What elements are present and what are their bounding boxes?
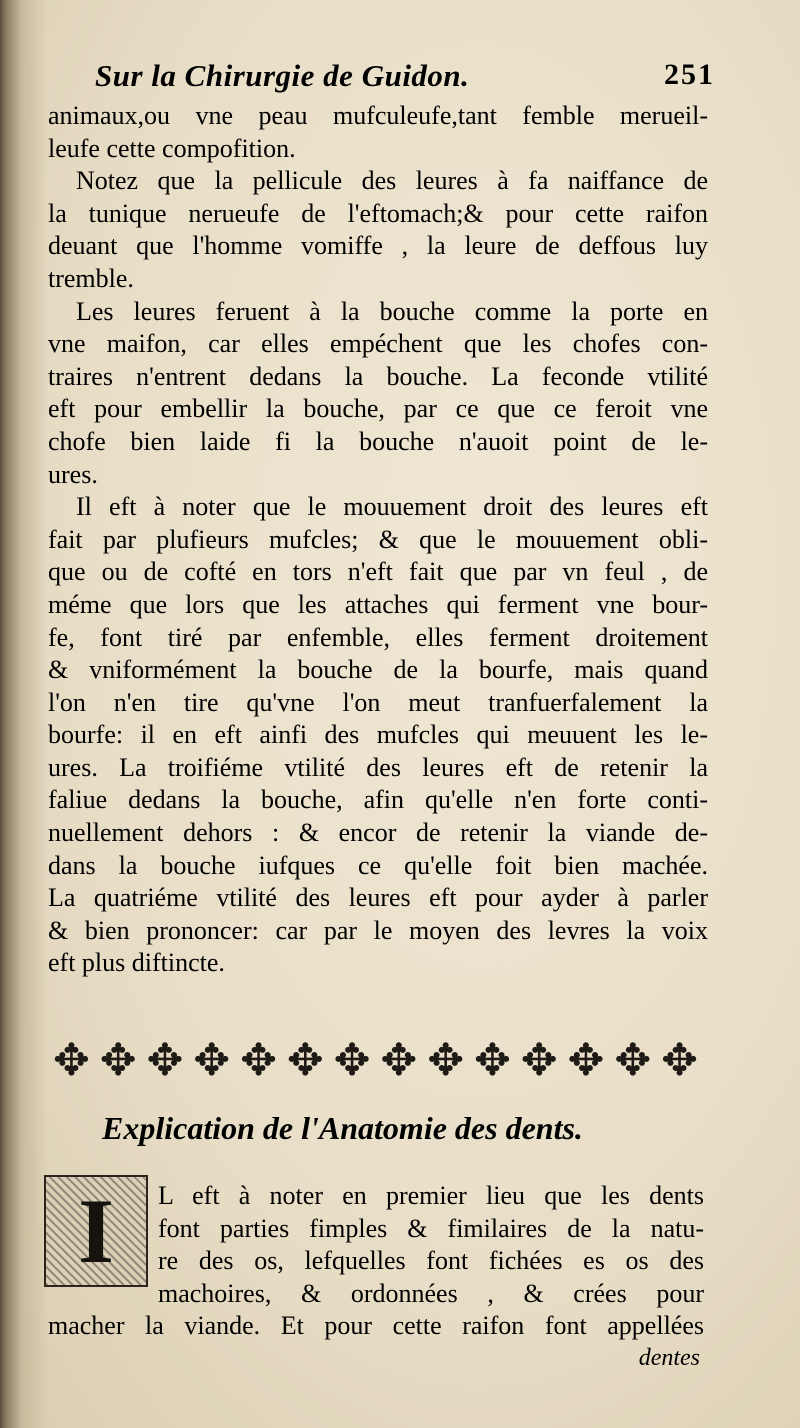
initial-letter: I: [46, 1177, 146, 1285]
decorated-initial: [44, 1175, 148, 1287]
text-line: machoires, & ordonnées , & crées pour: [158, 1278, 704, 1308]
text-line: & bien prononcer: car par le moyen des levres la voix: [48, 915, 708, 945]
fleuron-ornament: ✥: [567, 1035, 605, 1086]
fleuron-ornament: ✥: [99, 1035, 137, 1086]
text-line: que ou de cofté en tors n'eft fait que par vn feul , de: [48, 557, 708, 587]
text-line: vne maifon, car elles empéchent que les chofes con-: [48, 329, 708, 359]
text-line: & vniformément la bouche de la bourfe, mais quand: [48, 655, 708, 685]
text-line: deuant que l'homme vomiffe , la leure de deffous luy: [48, 231, 708, 261]
text-line: font parties fimples & fimilaires de la natu-: [158, 1213, 704, 1243]
text-line: L eft à noter en premier lieu que les dents: [158, 1181, 704, 1210]
fleuron-ornament: ✥: [52, 1035, 90, 1086]
main-text: [48, 100, 708, 980]
text-line: ures.: [48, 459, 98, 489]
running-head: Sur la Chirurgie de Guidon.: [95, 58, 470, 93]
text-line: méme que lors que les attaches qui ferment vne bour-: [48, 589, 708, 619]
text-line: faliue dedans la bouche, afin qu'elle n'en forte conti-: [48, 785, 708, 815]
text-line: tremble.: [48, 263, 134, 293]
catchword: dentes: [638, 1345, 700, 1371]
section-text-beside-initial: [158, 1180, 704, 1310]
text-line: la tunique nerueufe de l'eftomach;& pour cette raifon: [48, 198, 708, 228]
fleuron-ornament: ✥: [193, 1035, 231, 1086]
fleuron-ornament: ✥: [146, 1035, 184, 1086]
text-line: Les leures feruent à la bouche comme la porte en: [76, 296, 708, 326]
text-line: chofe bien laide fi la bouche n'auoit point de le-: [48, 426, 708, 456]
text-line: macher la viande. Et pour cette raifon font appellées: [48, 1311, 704, 1340]
fleuron-ornament: ✥: [473, 1035, 511, 1086]
fleuron-ornament: ✥: [614, 1035, 652, 1086]
fleuron-ornament: ✥: [661, 1035, 698, 1086]
fleuron-ornament: ✥: [286, 1035, 324, 1086]
text-line: fait par plufieurs mufcles; & que le mouuement obli-: [48, 524, 708, 554]
text-line: traires n'entrent dedans la bouche. La feconde vtilité: [48, 361, 708, 391]
text-line: Notez que la pellicule des leures à fa naiffance de: [76, 166, 708, 196]
page-header: [95, 58, 715, 98]
fleuron-ornament: ✥: [380, 1035, 418, 1086]
text-line: leufe cette compofition.: [48, 133, 296, 163]
section-title: Explication de l'Anatomie des dents.: [102, 1110, 583, 1146]
text-line: animaux,ou vne peau mufculeufe,tant femble merueil-: [48, 101, 708, 130]
text-line: La quatriéme vtilité des leures eft pour ayder à parler: [48, 883, 708, 913]
fleuron-ornament: ✥: [427, 1035, 465, 1086]
text-line: fe, font tiré par enfemble, elles ferment droitement: [48, 622, 708, 652]
binding-gutter-shadow: [0, 0, 48, 1428]
text-line: eft pour embellir la bouche, par ce que ce feroit vne: [48, 394, 708, 424]
fleuron-ornament: ✥: [333, 1035, 371, 1086]
text-line: l'on n'en tire qu'vne l'on meut tranfuerfalement la: [48, 687, 708, 717]
text-line: nuellement dehors : & encor de retenir la viande de-: [48, 818, 708, 848]
fleuron-ornament: ✥: [520, 1035, 558, 1086]
text-line: Il eft à noter que le mouuement droit des leures eft: [76, 492, 708, 522]
text-line: dans la bouche iufques ce qu'elle foit bien machée.: [48, 850, 708, 880]
text-line: eft plus diftincte.: [48, 948, 225, 978]
page-number: 251: [664, 58, 715, 91]
text-line: re des os, lefquelles font fichées es os des: [158, 1246, 704, 1276]
fleuron-ornament: ✥: [240, 1035, 277, 1086]
section-text-full-width: [48, 1310, 704, 1343]
text-line: bourfe: il en eft ainfi des mufcles qui meuuent les le-: [48, 720, 708, 750]
ornamental-band: [48, 1032, 703, 1090]
text-line: ures. La troifiéme vtilité des leures eft de retenir la: [48, 752, 708, 782]
